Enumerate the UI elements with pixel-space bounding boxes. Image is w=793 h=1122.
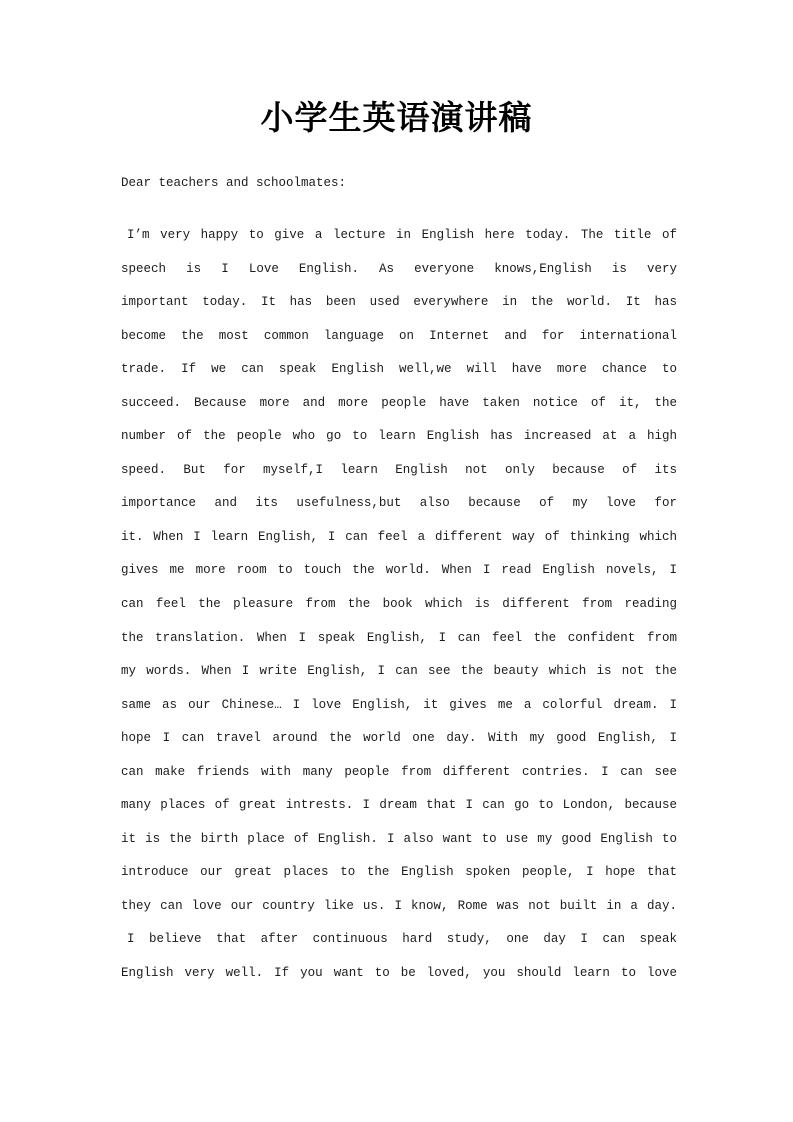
body-line: same as our Chinese… I love English, it gives me a colorful dream. I bbox=[121, 697, 677, 712]
body-line: number of the people who go to learn English has increased at a high bbox=[121, 429, 677, 444]
body-line: speech is I Love English. As everyone knows,English is very bbox=[121, 261, 677, 276]
body-line: English very well. If you want to be loved, you should learn to love bbox=[121, 966, 677, 981]
body-line: gives me more room to touch the world. When I read English novels, I bbox=[121, 563, 677, 578]
speech-body bbox=[121, 219, 677, 991]
body-line: it. When I learn English, I can feel a different way of thinking which bbox=[121, 529, 677, 544]
body-line: my words. When I write English, I can see the beauty which is not the bbox=[121, 664, 677, 679]
body-line: trade. If we can speak English well,we will have more chance to bbox=[121, 362, 677, 377]
body-line: I’m very happy to give a lecture in English here today. The title of bbox=[127, 228, 677, 242]
body-line: important today. It has been used everywhere in the world. It has bbox=[121, 295, 677, 310]
body-line: can make friends with many people from different contries. I can see bbox=[121, 764, 677, 779]
body-line: they can love our country like us. I know, Rome was not built in a day. bbox=[121, 898, 677, 913]
body-line: I believe that after continuous hard study, one day I can speak bbox=[127, 932, 677, 947]
body-line: become the most common language on Internet and for international bbox=[121, 328, 677, 343]
body-line: succeed. Because more and more people have taken notice of it, the bbox=[121, 395, 677, 410]
document-title: 小学生英语演讲稿 bbox=[260, 98, 533, 137]
body-line: the translation. When I speak English, I can feel the confident from bbox=[121, 630, 677, 645]
salutation-line: Dear teachers and schoolmates: bbox=[121, 176, 347, 190]
body-line: can feel the pleasure from the book which is different from reading bbox=[121, 597, 677, 612]
body-line: introduce our great places to the English spoken people, I hope that bbox=[121, 865, 677, 880]
body-line: importance and its usefulness,but also because of my love for bbox=[121, 496, 677, 511]
body-line: many places of great intrests. I dream that I can go to London, because bbox=[121, 798, 677, 813]
body-line: speed. But for myself,I learn English not only because of its bbox=[121, 462, 677, 477]
body-line: it is the birth place of English. I also want to use my good English to bbox=[121, 831, 677, 846]
body-line: hope I can travel around the world one day. With my good English, I bbox=[121, 731, 677, 746]
